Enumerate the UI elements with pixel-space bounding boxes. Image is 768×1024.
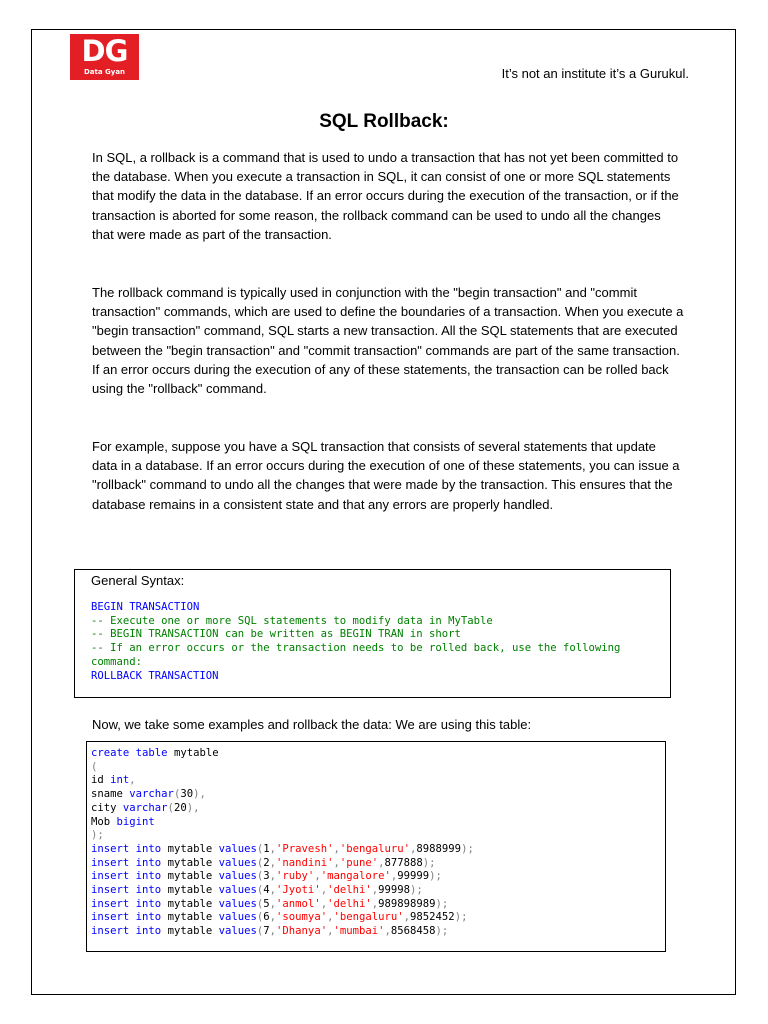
syntax-heading: General Syntax: xyxy=(91,573,185,588)
general-syntax-box xyxy=(74,569,671,698)
tagline: It’s not an institute it’s a Gurukul. xyxy=(501,66,689,81)
syntax-line: -- Execute one or more SQL statements to modify data in MyTable xyxy=(91,614,493,627)
code-line: ); xyxy=(91,829,104,842)
data-gyan-logo xyxy=(70,34,139,80)
code-line: ( xyxy=(91,760,98,773)
syntax-code-block xyxy=(91,601,620,683)
column-definition: id int, xyxy=(91,774,136,787)
insert-statement: insert into mytable values(7,'Dhanya','mumbai',8568458); xyxy=(91,925,449,938)
logo-subtitle: Data Gyan xyxy=(83,68,126,76)
intro-paragraph: In SQL, a rollback is a command that is used to undo a transaction that has not yet been committed to the database. When you execute a transaction in SQL, it can consist of one or more SQL statements that modify the data in the database. If an error occurs during the execution of the transaction, or if the transaction is aborted for some reason, the rollback command can be used to undo all the changes that were made as part of the transaction. xyxy=(92,150,679,242)
syntax-line: -- BEGIN TRANSACTION can be written as BEGIN TRAN in short xyxy=(91,628,461,641)
column-definition: Mob bigint xyxy=(91,815,155,828)
insert-statement: insert into mytable values(4,'Jyoti','delhi',99998); xyxy=(91,884,423,897)
create-table-box xyxy=(86,741,666,952)
create-table-code-block xyxy=(91,747,474,939)
syntax-line: ROLLBACK TRANSACTION xyxy=(91,669,219,682)
column-definition: sname varchar(30), xyxy=(91,788,206,801)
insert-statement: insert into mytable values(6,'soumya','bengaluru',9852452); xyxy=(91,911,468,924)
insert-statement: insert into mytable values(2,'nandini','pune',877888); xyxy=(91,856,436,869)
insert-statement: insert into mytable values(5,'anmol','delhi',989898989); xyxy=(91,897,449,910)
code-line: create table mytable xyxy=(91,747,219,759)
syntax-line: -- If an error occurs or the transaction needs to be rolled back, use the following xyxy=(91,642,621,655)
column-definition: city varchar(20), xyxy=(91,801,200,814)
usage-paragraph: The rollback command is typically used in conjunction with the "begin transaction" and "commit transaction" commands, which are used to define the boundaries of a transaction. When you execute a "begin transaction" command, SQL starts a new transaction. All the SQL statements that are executed between the "begin transaction" and "commit transaction" commands are part of the same transaction. If an error occurs during the execution of any of these statements, the transaction can be rolled back using the "rollback" command. xyxy=(92,285,684,397)
examples-intro: Now, we take some examples and rollback the data: We are using this table: xyxy=(92,717,532,732)
syntax-line: BEGIN TRANSACTION xyxy=(91,601,200,613)
example-paragraph: For example, suppose you have a SQL transaction that consists of several statements that update data in a database. If an error occurs during the execution of one of these statements, you can issue a "rollback" command to undo all the changes that were made by the transaction. This ensures that the database remains in a consistent state and that any errors are properly handled. xyxy=(92,439,680,512)
page-title: SQL Rollback: xyxy=(319,111,449,132)
insert-statement: insert into mytable values(1,'Pravesh','bengaluru',8988999); xyxy=(91,842,474,855)
syntax-line: command: xyxy=(91,655,143,668)
insert-statement: insert into mytable values(3,'ruby','mangalore',99999); xyxy=(91,870,442,883)
logo-mark: DG xyxy=(81,34,128,68)
